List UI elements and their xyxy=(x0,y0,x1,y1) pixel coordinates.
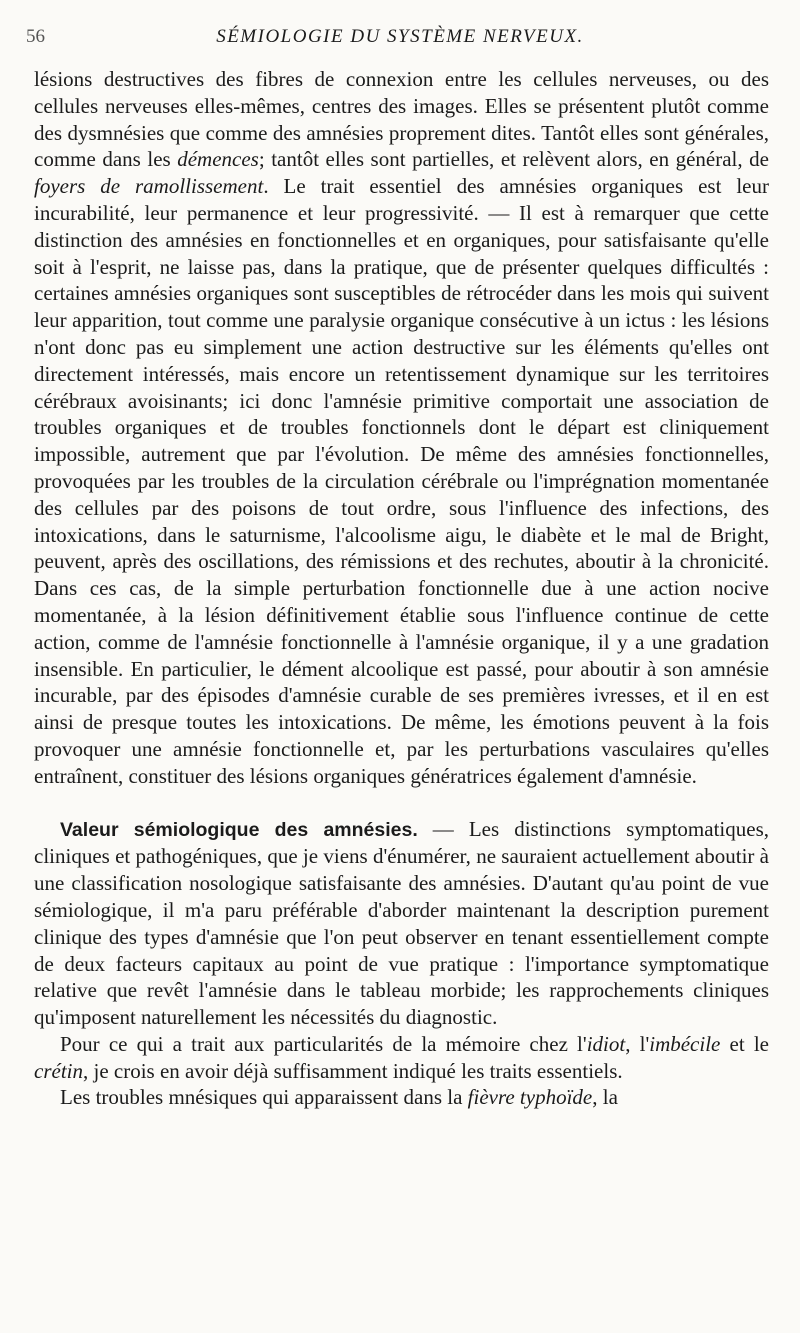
text-run: — Les distinctions symptomatiques, cliniques et pathogéniques, que je viens d'énumérer, ne sauraient actuellement aboutir à une classification nosologique satisfaisante des amnésies. D'autant qu'au point de vue sémiologique, il m'a paru préférable d'aborder maintenant la description purement clinique des types d'amnésie que l'on peut observer en tenant essentiellement compte de deux facteurs capitaux au point de vue pratique : l'importance symptomatique relative que revêt l'amnésie dans le tableau morbide; les rapprochements cliniques qu'imposent naturellement les nécessités du diagnostic. xyxy=(34,816,769,1030)
paragraph-fievre-typhoide xyxy=(34,1084,769,1111)
italic-term: imbécile xyxy=(649,1031,721,1056)
italic-term: idiot xyxy=(586,1031,626,1056)
text-run: Pour ce qui a trait aux particularités de la mémoire chez l' xyxy=(60,1031,587,1056)
text-run: . Le trait essentiel des amnésies organiques est leur incurabilité, leur permanence et leur progressivité. — Il est à remarquer que cette distinction des amnésies en fonctionnelles et en organiques, pour satisfaisante qu'elle soit à l'esprit, ne laisse pas, dans la pratique, que de présenter quelques difficultés : certaines amnésies organiques sont susceptibles de rétrocéder dans les mois qui suivent leur apparition, tout comme une paralysie organique consécutive à un ictus : les lésions n'ont donc pas eu simplement une action destructive sur les éléments qu'elles ont directement intéressés, mais encore un retentissement dynamique sur les territoires cérébraux avoisinants; ici donc l'amnésie primitive comportait une association de troubles organiques et de troubles fonctionnels dont le départ est cliniquement impossible, autrement que par l'évolution. De même des amnésies fonctionnelles, provoquées par les troubles de la circulation cérébrale ou l'imprégnation momentanée des cellules par des poisons de tout ordre, sous l'influence des infections, des intoxications, dans le saturnisme, l'alcoolisme aigu, le diabète et le mal de Bright, peuvent, après des oscillations, des rémissions et des rechutes, aboutir à la chronicité. Dans ces cas, de la simple perturbation fonctionnelle due à une action nocive momentanée, à la lésion définitivement établie sous l'influence continue de cette action, comme de l'amnésie fonctionnelle à l'amnésie organique, il y a une gradation insensible. En particulier, le dément alcoolique est passé, pour aboutir à son amnésie incurable, par des épisodes d'amnésie curable de ses premières ivresses, et il en est ainsi de presque toutes les intoxications. De même, les émotions peuvent à la fois provoquer une amnésie fonctionnelle et, par les perturbations vasculaires qu'elles entraînent, constituer des lésions organiques génératrices également d'amnésie. xyxy=(34,174,769,788)
section-spacer xyxy=(34,790,769,816)
italic-term: fièvre typhoïde xyxy=(467,1085,593,1110)
section-heading: Valeur sémiologique des amnésies. xyxy=(60,818,418,841)
italic-term: crétin xyxy=(34,1058,83,1083)
running-title: SÉMIOLOGIE DU SYSTÈME NERVEUX. xyxy=(216,26,584,47)
page-number: 56 xyxy=(26,26,45,47)
body-text xyxy=(34,66,769,1111)
paragraph-valeur-semiologique xyxy=(34,816,769,1031)
italic-term: foyers de ramollissement xyxy=(34,174,264,199)
text-run: Les troubles mnésiques qui apparaissent dans la xyxy=(60,1085,468,1110)
text-run: , la xyxy=(592,1085,618,1110)
text-run: lésions destructives des fibres de connexion entre les cellules nerveuses, ou des cellules nerveuses elles-mêmes, centres des images. Elles se présentent plutôt comme des dysmnésies que comme des amnésies proprement dites. Tantôt elles sont générales, comme dans les xyxy=(34,67,769,172)
text-run: et le xyxy=(720,1031,770,1056)
text-run: , je crois en avoir déjà suffisamment indiqué les traits essentiels. xyxy=(82,1058,623,1083)
paragraph-idiot-imbecile-cretin xyxy=(34,1031,769,1085)
italic-term: démences xyxy=(177,147,259,172)
running-head xyxy=(0,26,800,56)
text-run: , l' xyxy=(625,1031,650,1056)
text-run: ; tantôt elles sont partielles, et relèvent alors, en général, de xyxy=(258,147,769,172)
paragraph-amnesies-organiques xyxy=(34,66,769,790)
